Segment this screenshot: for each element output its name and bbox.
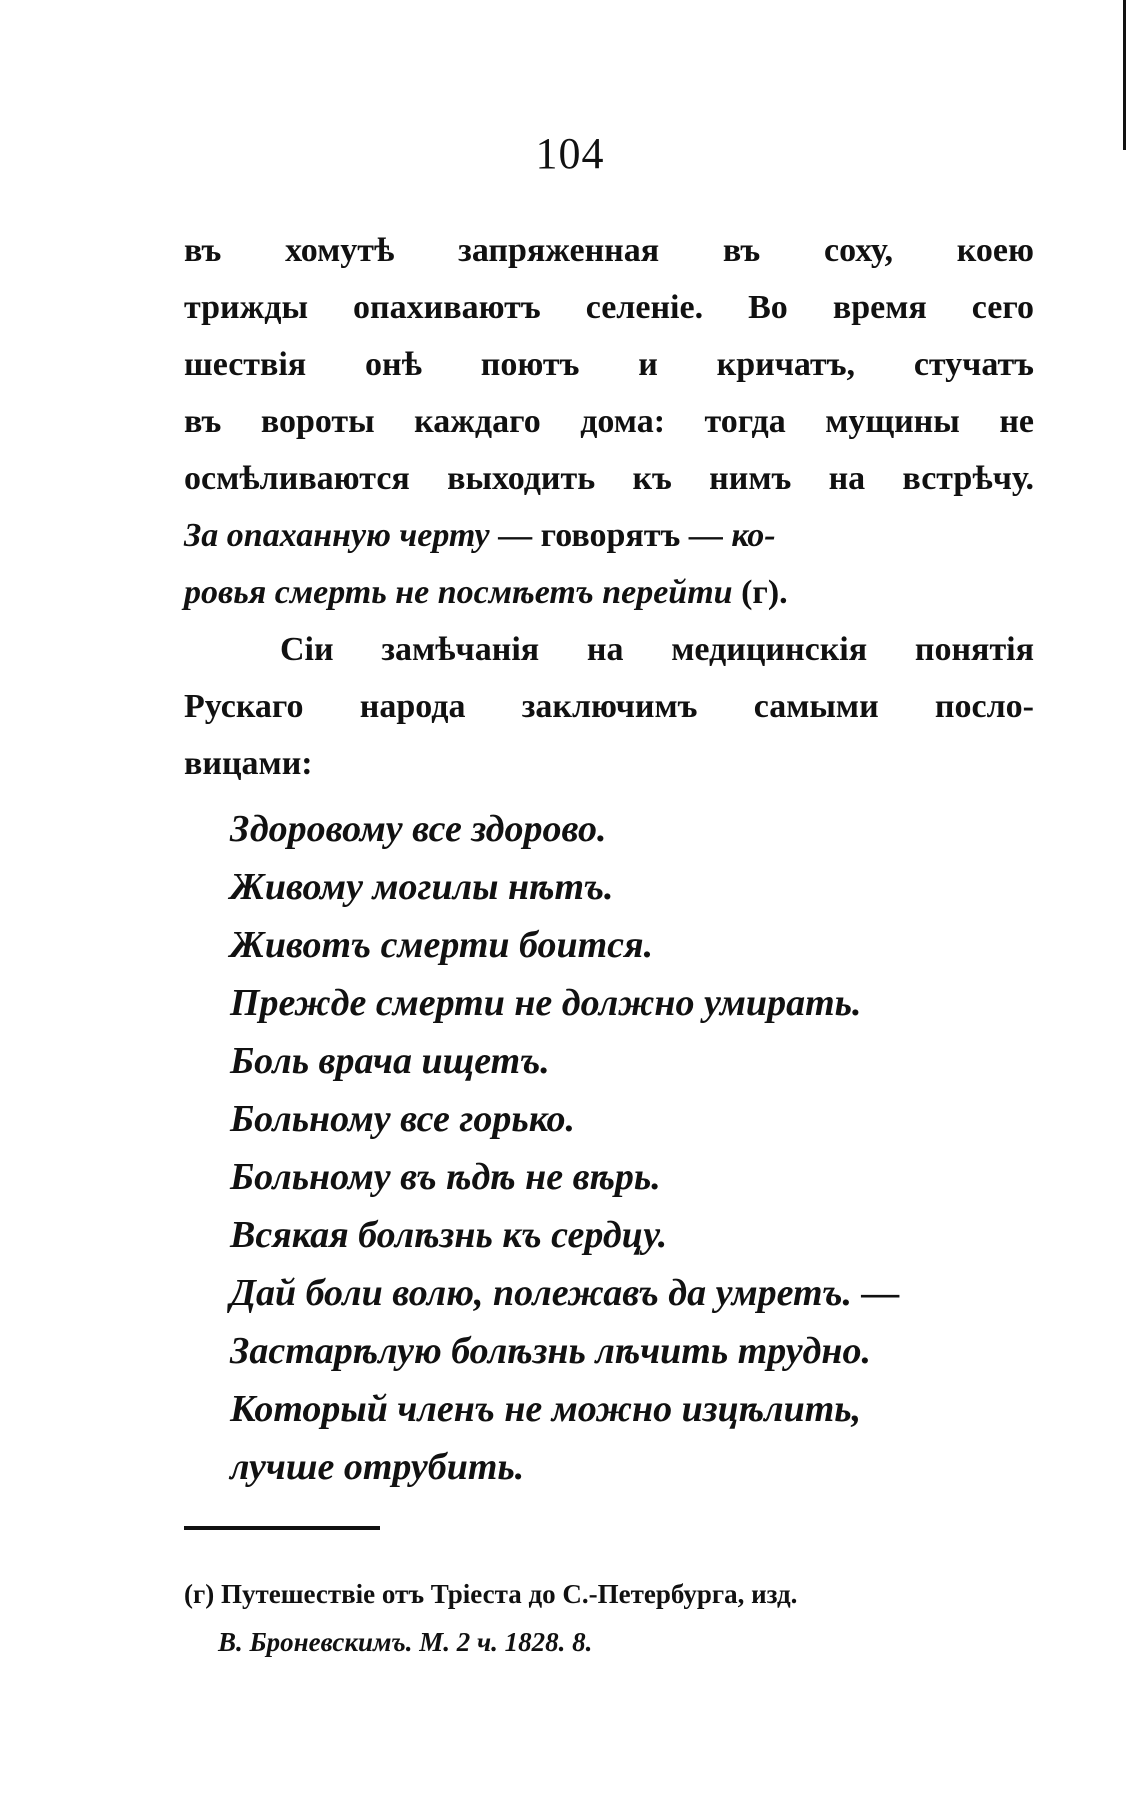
proverb: Всякая болѣзнь къ сердцу. [230, 1214, 668, 1256]
text-line-quote [184, 564, 1034, 621]
proverb: лучше отрубить. [230, 1446, 525, 1488]
proverb: Прежде смерти не должно умирать. [230, 982, 862, 1024]
page-number: 104 [535, 129, 605, 178]
proverb: Дай боли волю, полежавъ да умретъ. — [230, 1272, 900, 1314]
proverb: Здоровому все здорово. [230, 808, 607, 850]
text-line-quote [184, 507, 1034, 564]
text-line: трижды опахиваютъ селеніе. Во время сего [184, 289, 1034, 326]
footnote-divider [184, 1526, 380, 1530]
footnote-line: (г) Путешествіе отъ Тріеста до С.-Петербурга, изд. [184, 1579, 798, 1609]
proverb: Боль врача ищетъ. [230, 1040, 550, 1082]
text-line: Рускаго народа заключимъ самыми посло- [184, 688, 1034, 725]
proverb: Который членъ не можно изцѣлить, [230, 1388, 862, 1430]
text-line: Сіи замѣчанія на медицинскія понятія [280, 631, 1034, 668]
text-line: въ хомутѣ запряженная въ соху, коею [184, 232, 1034, 269]
text-line: вицами: [184, 745, 313, 782]
proverb: Животъ смерти боится. [230, 924, 654, 966]
quote-italic: ровья смерть не посмѣетъ перейти [184, 574, 733, 611]
proverb: Застарѣлую болѣзнь лѣчить трудно. [230, 1330, 871, 1372]
proverb-list [230, 800, 1050, 1496]
proverb: Больному въ ѣдѣ не вѣрь. [230, 1156, 661, 1198]
proverb: Живому могилы нѣтъ. [230, 866, 614, 908]
text-line: въ вороты каждаго дома: тогда мущины не [184, 403, 1034, 440]
footnote [184, 1570, 1044, 1666]
footnote-line: В. Броневскимъ. М. 2 ч. 1828. 8. [218, 1627, 593, 1657]
quote-attribution: — говорятъ — [489, 517, 732, 554]
text-line: шествія онѣ поютъ и кричатъ, стучатъ [184, 346, 1034, 383]
proverb: Больному все горько. [230, 1098, 576, 1140]
footnote-reference: (г). [732, 574, 788, 611]
quote-italic: За опаханную черту [184, 517, 490, 554]
quote-italic: ко- [731, 517, 776, 554]
main-text [184, 222, 1034, 792]
text-line: осмѣливаются выходить къ нимъ на встрѣчу. [184, 460, 1034, 497]
